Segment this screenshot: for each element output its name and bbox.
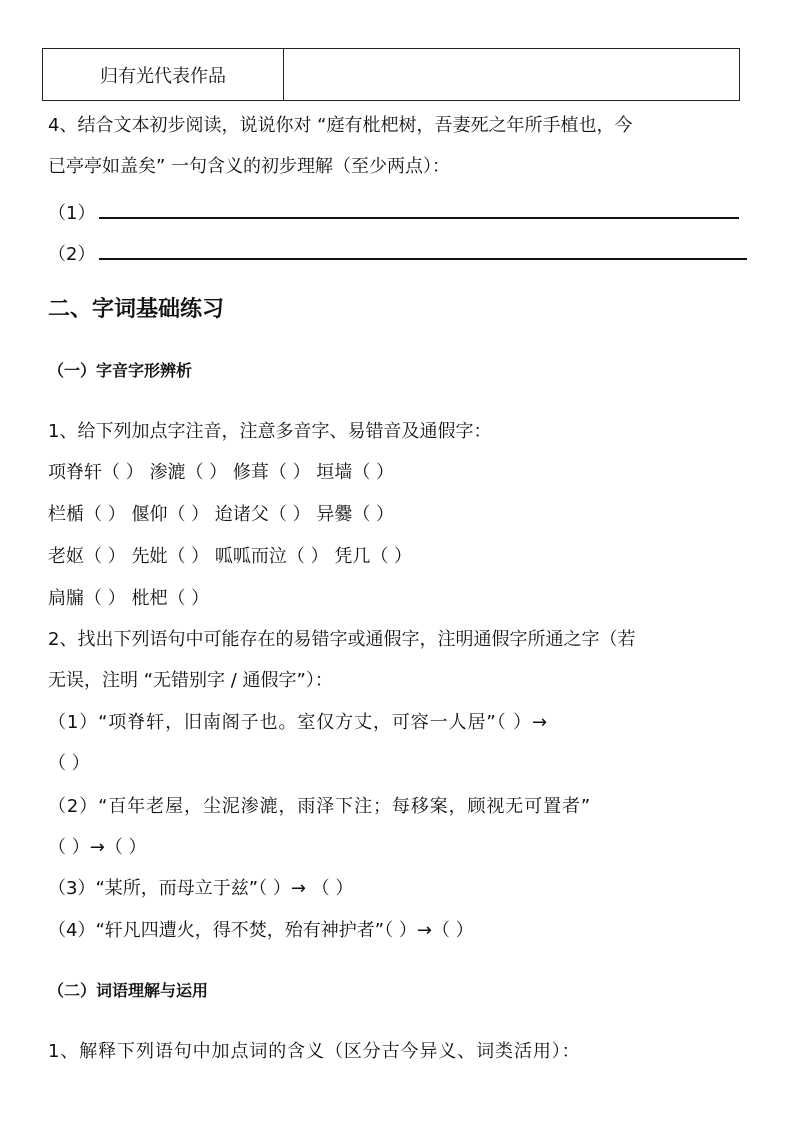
q2-item-4: （4）“轩凡四遭火，得不焚，殆有神护者”（ ）→（ ） [48,920,474,941]
q1-row-3: 老妪（ ） 先妣（ ） 呱呱而泣（ ） 凭几（ ） [48,546,413,567]
question-4-line-1: 4、结合文本初步阅读，说说你对 “庭有枇杷树，吾妻死之年所手植也，今 [48,115,633,136]
q1-stem: 1、给下列加点字注音，注意多音字、易错音及通假字： [48,421,492,442]
q2-item-2-a: （2）“百年老屋，尘泥渗漉，雨泽下注；每移案，顾视无可置者” [48,796,592,817]
q3-stem: 1、解释下列语句中加点词的含义（区分古今异义、词类活用）： [48,1041,581,1062]
question-4-line-2: 已亭亭如盖矣” 一句含义的初步理解（至少两点）： [48,156,451,177]
table-cell-label: 归有光代表作品 [43,49,284,101]
works-table [42,48,740,101]
q2-item-1-b: （ ） [48,753,90,774]
answer-blank-2[interactable] [99,240,747,260]
table-cell-answer [284,49,740,101]
q2-item-1-a: （1）“项脊轩，旧南阁子也。室仅方丈，可容一人居”（ ）→ [48,712,549,733]
q1-row-4: 扃牖（ ） 枇杷（ ） [48,588,210,609]
subsection-1-heading: （一）字音字形辨析 [48,361,193,380]
answer-line-1 [48,199,739,226]
answer-line-2-label: （2） [48,244,96,265]
table-row [43,49,740,101]
q2-stem-1: 2、找出下列语句中可能存在的易错字或通假字，注明通假字所通之字（若 [48,629,636,650]
q2-stem-2: 无误，注明 “无错别字 / 通假字”）： [48,670,333,691]
q1-row-1: 项脊轩（ ） 渗漉（ ） 修葺（ ） 垣墙（ ） [48,462,395,483]
answer-line-2 [48,240,747,267]
answer-blank-1[interactable] [99,199,739,219]
q2-item-2-b: （ ）→（ ） [48,837,147,858]
q1-row-2: 栏楯（ ） 偃仰（ ） 迨诸父（ ） 异爨（ ） [48,504,395,525]
section-2-heading: 二、字词基础练习 [48,297,225,322]
subsection-2-heading: （二）词语理解与运用 [48,981,209,1000]
answer-line-1-label: （1） [48,203,96,224]
q2-item-3: （3）“某所，而母立于兹”（ ）→ （ ） [48,878,354,899]
